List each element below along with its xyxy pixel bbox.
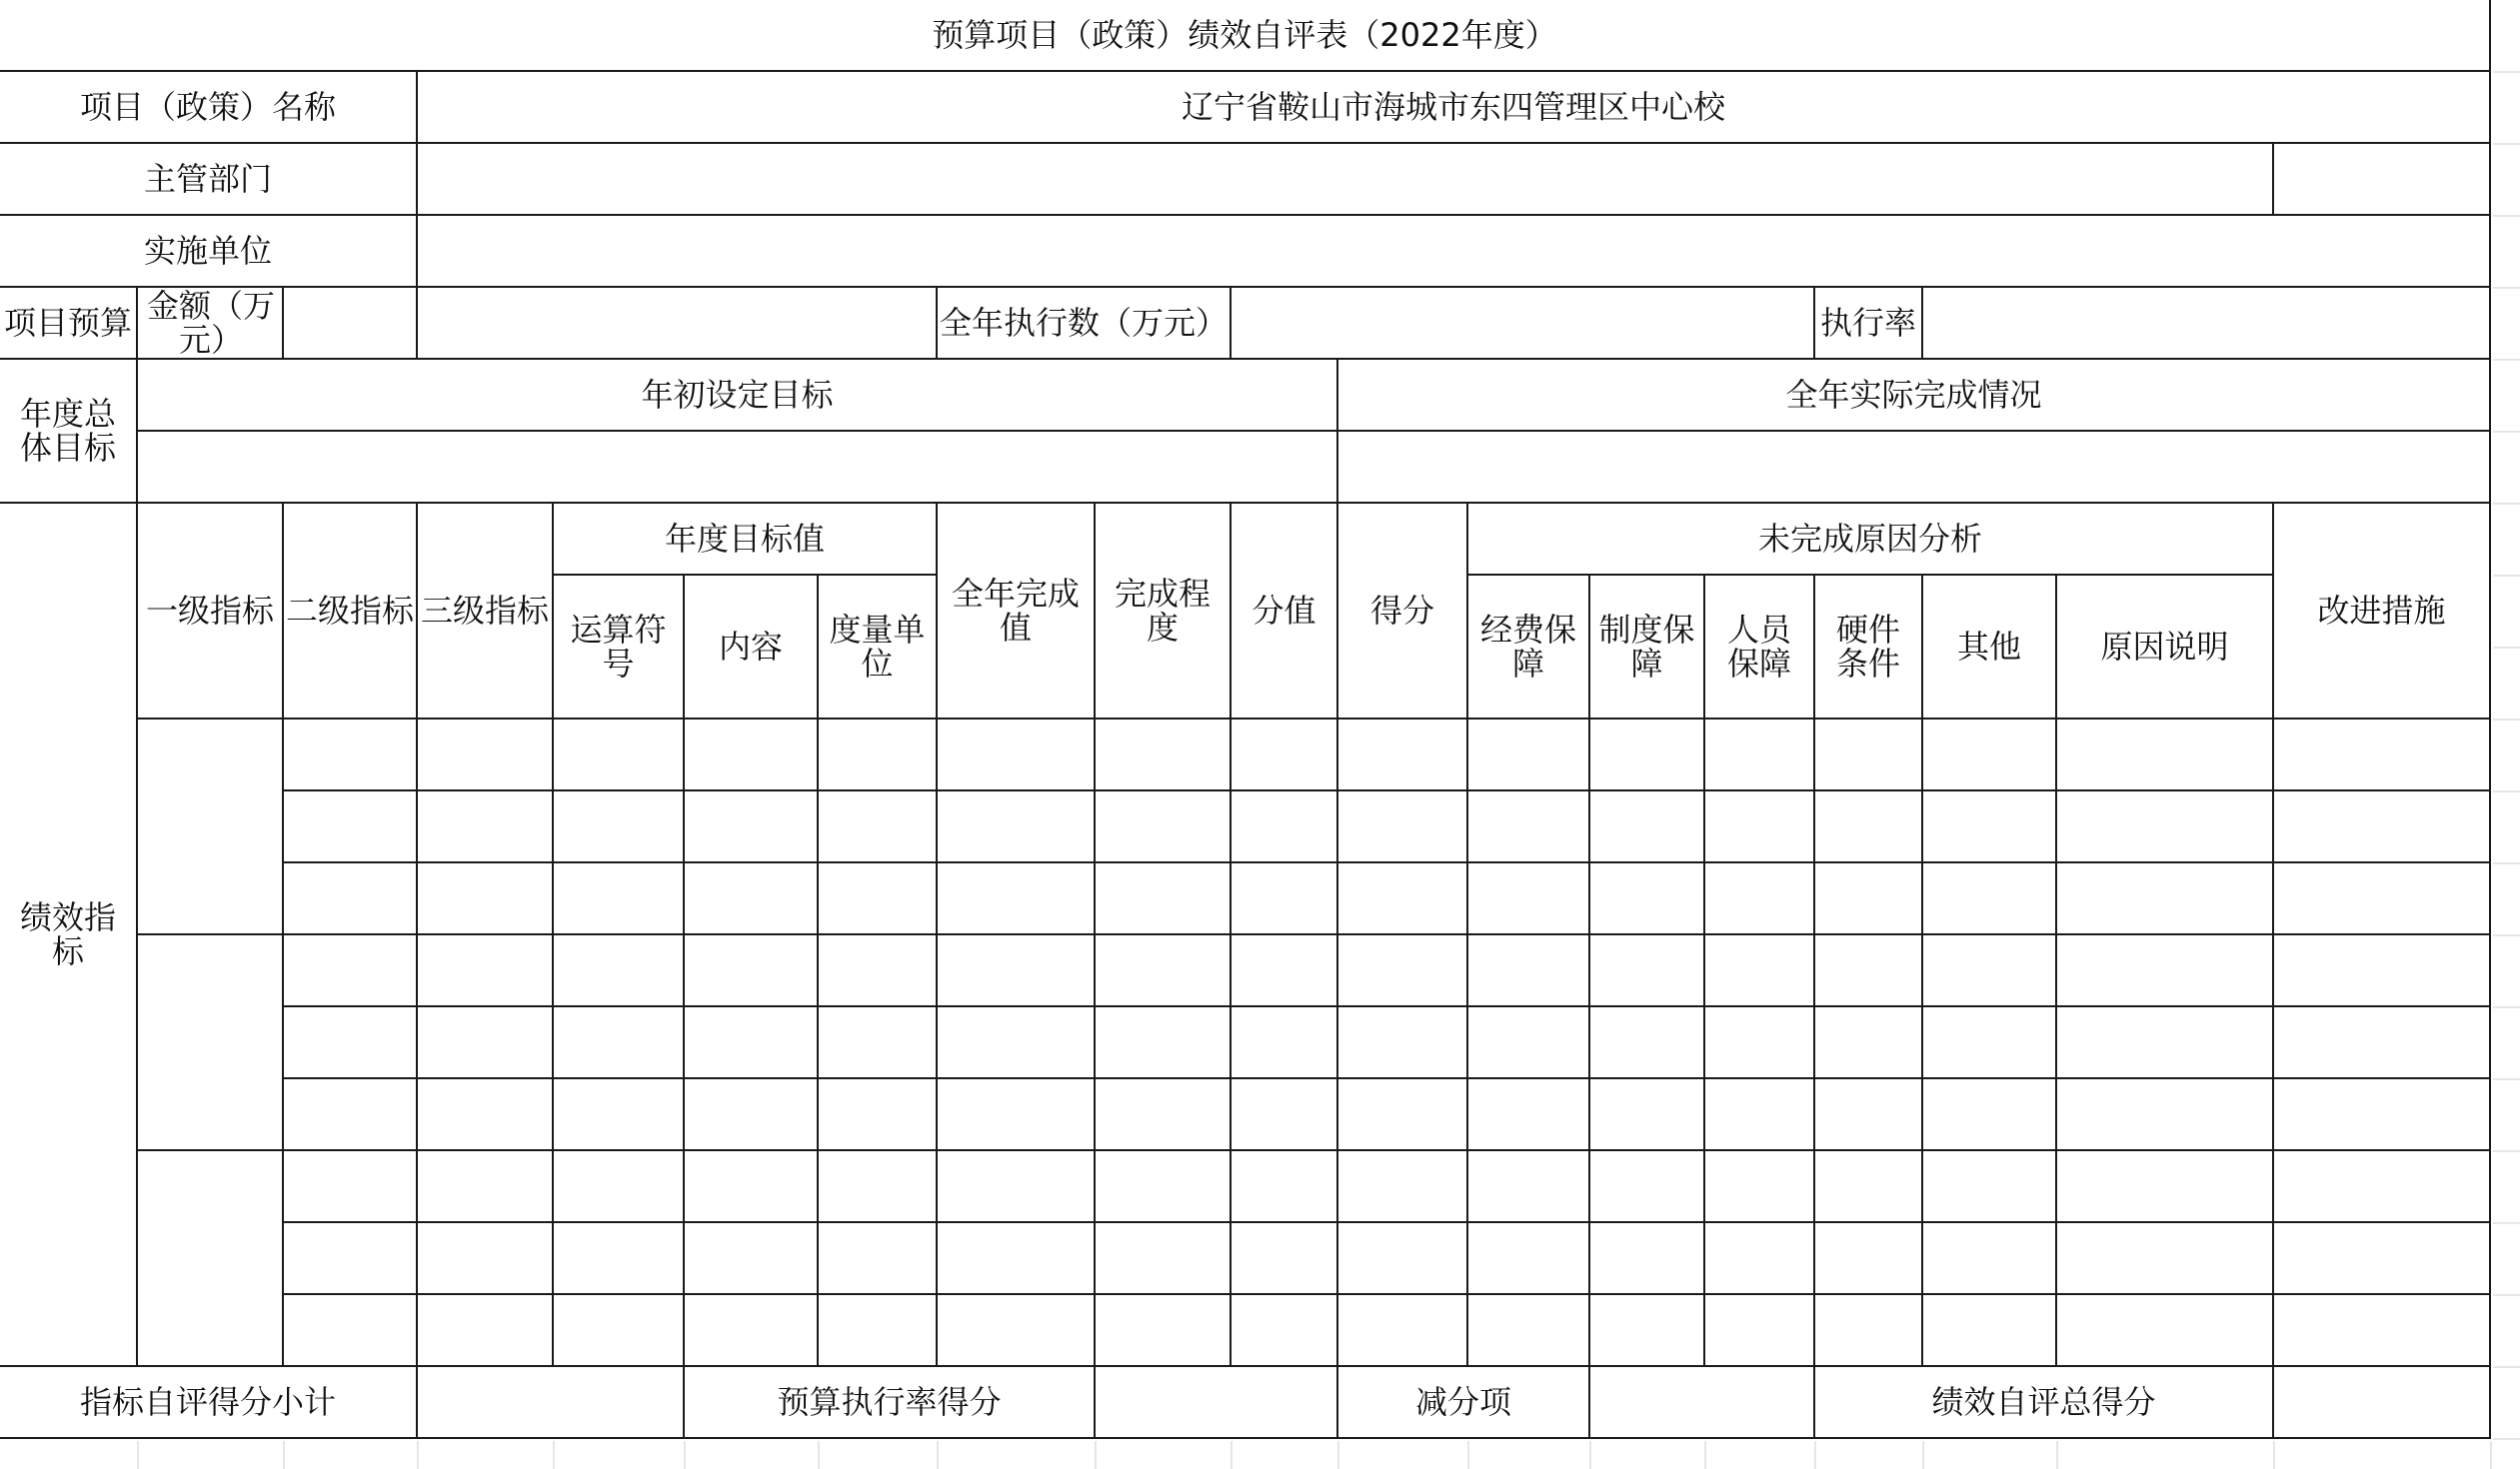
project-name-value[interactable]: 辽宁省鞍山市海城市东四管理区中心校 [418, 72, 2491, 144]
indicator-cell[interactable] [1468, 1223, 1590, 1295]
other-header: 其他 [1923, 576, 2057, 720]
background-gridline [2493, 143, 2520, 145]
indicator-cell[interactable] [1096, 720, 1232, 791]
background-gridline [2273, 1441, 2275, 1469]
indicator-cell[interactable] [685, 1007, 819, 1079]
background-gridline [2493, 790, 2520, 792]
indicator-cell[interactable] [1096, 1295, 1232, 1367]
indicator-cell[interactable] [1338, 1007, 1468, 1079]
indicator-cell[interactable] [1923, 1223, 2057, 1295]
indicator-cell[interactable] [1815, 1151, 1923, 1223]
indicator-cell[interactable] [554, 720, 685, 791]
budget-spill-cell [284, 288, 418, 360]
background-gridline [2493, 719, 2520, 721]
indicator-cell[interactable] [2057, 1007, 2274, 1079]
indicator-cell[interactable] [1338, 1079, 1468, 1151]
level2-header: 二级指标 [284, 504, 418, 720]
indicator-cell[interactable] [554, 935, 685, 1007]
indicator-cell[interactable] [685, 863, 819, 935]
indicator-cell[interactable] [1096, 1151, 1232, 1223]
indicator-cell[interactable] [1923, 863, 2057, 935]
annual-goal-label: 年度总体目标 [0, 360, 138, 504]
indicator-cell[interactable] [819, 791, 938, 863]
indicator-cell[interactable] [1338, 1295, 1468, 1367]
background-gridline [2490, 1441, 2492, 1469]
indicator-cell[interactable] [819, 1295, 938, 1367]
level1-block-1[interactable] [138, 720, 284, 935]
background-gridline [2493, 1222, 2520, 1224]
indicator-cell[interactable] [1338, 720, 1468, 791]
indicator-cell[interactable] [1923, 1295, 2057, 1367]
indicator-cell[interactable] [1232, 1151, 1338, 1223]
footer-total-value[interactable] [2274, 1367, 2491, 1439]
indicator-cell[interactable] [1232, 1223, 1338, 1295]
footer-budget-score-value[interactable] [1096, 1367, 1338, 1439]
indicator-cell[interactable] [938, 863, 1096, 935]
indicator-cell[interactable] [1705, 1079, 1815, 1151]
footer-subtotal-label: 指标自评得分小计 [0, 1367, 418, 1439]
indicator-cell[interactable] [554, 863, 685, 935]
indicator-cell[interactable] [1705, 863, 1815, 935]
indicator-cell[interactable] [2274, 791, 2491, 863]
indicator-cell[interactable] [554, 791, 685, 863]
unit-label: 实施单位 [0, 216, 418, 288]
indicator-cell[interactable] [1232, 863, 1338, 935]
indicator-cell[interactable] [2057, 863, 2274, 935]
sheet-title: 预算项目（政策）绩效自评表（2022年度） [0, 0, 2491, 72]
background-gridline [1704, 1441, 1706, 1469]
indicator-cell[interactable] [1923, 791, 2057, 863]
background-gridline [1337, 1441, 1339, 1469]
indicator-cell[interactable] [1468, 1295, 1590, 1367]
score-header: 得分 [1338, 504, 1468, 720]
background-gridline [553, 1441, 555, 1469]
indicator-cell[interactable] [1590, 1151, 1705, 1223]
background-gridline [2493, 647, 2520, 649]
indicator-cell[interactable] [1232, 1295, 1338, 1367]
unit-value-cell[interactable] [418, 216, 2491, 288]
indicator-cell[interactable] [1705, 1223, 1815, 1295]
indicator-cell[interactable] [284, 863, 418, 935]
actual-value[interactable] [1338, 432, 2491, 504]
indicator-cell[interactable] [2057, 720, 2274, 791]
background-gridline [2493, 862, 2520, 864]
indicator-cell[interactable] [819, 1079, 938, 1151]
indicator-cell[interactable] [1705, 720, 1815, 791]
footer-total-label: 绩效自评总得分 [1815, 1367, 2274, 1439]
indicator-cell[interactable] [938, 1079, 1096, 1151]
background-gridline [2493, 1438, 2520, 1440]
indicator-cell[interactable] [2057, 1151, 2274, 1223]
indicator-cell[interactable] [1705, 1007, 1815, 1079]
indicator-cell[interactable] [1923, 935, 2057, 1007]
indicator-cell[interactable] [1468, 1151, 1590, 1223]
indicator-cell[interactable] [1468, 720, 1590, 791]
indicator-cell[interactable] [1232, 1079, 1338, 1151]
indicator-cell[interactable] [1096, 1007, 1232, 1079]
indicator-cell[interactable] [819, 1151, 938, 1223]
indicator-cell[interactable] [1590, 720, 1705, 791]
indicator-cell[interactable] [2274, 863, 2491, 935]
indicator-cell[interactable] [1338, 1223, 1468, 1295]
background-gridline [2493, 575, 2520, 577]
indicator-cell[interactable] [554, 1223, 685, 1295]
indicator-cell[interactable] [685, 791, 819, 863]
indicator-cell[interactable] [1923, 1007, 2057, 1079]
indicator-cell[interactable] [1590, 1295, 1705, 1367]
indicator-cell[interactable] [2274, 1295, 2491, 1367]
dept-value-cell[interactable] [418, 144, 2274, 216]
score-value-header: 分值 [1232, 504, 1338, 720]
indicator-cell[interactable] [1468, 791, 1590, 863]
background-gridline [2056, 1441, 2058, 1469]
indicator-cell[interactable] [1815, 935, 1923, 1007]
background-gridline [818, 1441, 820, 1469]
level1-block-3[interactable] [138, 1151, 284, 1367]
indicator-cell[interactable] [938, 791, 1096, 863]
indicator-cell[interactable] [1705, 791, 1815, 863]
indicator-cell[interactable] [284, 1007, 418, 1079]
initial-goal-label: 年初设定目标 [138, 360, 1338, 432]
funding-header: 经费保障 [1468, 576, 1590, 720]
background-gridline [2493, 359, 2520, 361]
footer-deduction-label: 减分项 [1338, 1367, 1590, 1439]
indicator-cell[interactable] [819, 1007, 938, 1079]
indicator-cell[interactable] [819, 1223, 938, 1295]
indicator-cell[interactable] [418, 1223, 554, 1295]
background-gridline [1814, 1441, 1816, 1469]
indicator-cell[interactable] [284, 1295, 418, 1367]
indicator-cell[interactable] [1815, 1007, 1923, 1079]
indicator-cell[interactable] [685, 1223, 819, 1295]
indicator-cell[interactable] [418, 1079, 554, 1151]
indicator-cell[interactable] [418, 863, 554, 935]
content-header: 内容 [685, 576, 819, 720]
indicator-cell[interactable] [938, 1007, 1096, 1079]
indicator-cell[interactable] [1468, 1007, 1590, 1079]
footer-subtotal-value[interactable] [418, 1367, 685, 1439]
background-gridline [1095, 1441, 1097, 1469]
indicator-cell[interactable] [1096, 1079, 1232, 1151]
perf-indicator-label: 绩效指标 [0, 504, 138, 1367]
background-gridline [1589, 1441, 1591, 1469]
indicator-cell[interactable] [418, 720, 554, 791]
target-group-header: 年度目标值 [554, 504, 938, 576]
indicator-cell[interactable] [554, 1151, 685, 1223]
system-header: 制度保障 [1590, 576, 1705, 720]
indicator-cell[interactable] [938, 1151, 1096, 1223]
background-gridline [2493, 1078, 2520, 1080]
indicator-cell[interactable] [1590, 1223, 1705, 1295]
annual-done-header: 全年完成值 [938, 504, 1096, 720]
project-name-label: 项目（政策）名称 [0, 72, 418, 144]
indicator-cell[interactable] [284, 1223, 418, 1295]
indicator-cell[interactable] [685, 1151, 819, 1223]
indicator-cell[interactable] [1338, 863, 1468, 935]
indicator-cell[interactable] [1096, 1223, 1232, 1295]
indicator-cell[interactable] [1815, 1223, 1923, 1295]
background-gridline [283, 1441, 285, 1469]
indicator-cell[interactable] [1232, 1007, 1338, 1079]
indicator-cell[interactable] [2274, 1079, 2491, 1151]
indicator-cell[interactable] [1096, 791, 1232, 863]
indicator-cell[interactable] [1232, 791, 1338, 863]
indicator-cell[interactable] [2057, 1223, 2274, 1295]
indicator-cell[interactable] [1096, 863, 1232, 935]
indicator-cell[interactable] [284, 791, 418, 863]
indicator-cell[interactable] [1815, 863, 1923, 935]
reason-group-header: 未完成原因分析 [1468, 504, 2274, 576]
indicator-cell[interactable] [1232, 935, 1338, 1007]
indicator-cell[interactable] [1923, 1079, 2057, 1151]
indicator-cell[interactable] [418, 1007, 554, 1079]
background-gridline [2493, 1006, 2520, 1008]
exec-value-cell[interactable] [1232, 288, 1815, 360]
indicator-cell[interactable] [418, 1295, 554, 1367]
indicator-cell[interactable] [284, 1151, 418, 1223]
indicator-cell[interactable] [1705, 935, 1815, 1007]
background-gridline [2493, 431, 2520, 433]
indicator-cell[interactable] [1468, 863, 1590, 935]
indicator-cell[interactable] [1338, 935, 1468, 1007]
indicator-cell[interactable] [2274, 1151, 2491, 1223]
indicator-cell[interactable] [2274, 720, 2491, 791]
indicator-cell[interactable] [1815, 1295, 1923, 1367]
indicator-cell[interactable] [554, 1007, 685, 1079]
budget-label-a: 项目预算 [0, 288, 138, 360]
background-gridline [937, 1441, 939, 1469]
background-gridline [1922, 1441, 1924, 1469]
background-gridline [2493, 1294, 2520, 1296]
indicator-cell[interactable] [2057, 1079, 2274, 1151]
initial-goal-value[interactable] [138, 432, 1338, 504]
background-gridline [417, 1441, 419, 1469]
indicator-cell[interactable] [2274, 935, 2491, 1007]
actual-label: 全年实际完成情况 [1338, 360, 2491, 432]
indicator-cell[interactable] [1590, 863, 1705, 935]
indicator-cell[interactable] [1232, 720, 1338, 791]
background-gridline [2493, 215, 2520, 217]
indicator-cell[interactable] [819, 720, 938, 791]
indicator-cell[interactable] [284, 1079, 418, 1151]
background-gridline [2493, 1366, 2520, 1368]
indicator-cell[interactable] [819, 935, 938, 1007]
budget-amount-cell[interactable] [418, 288, 938, 360]
rate-value-cell[interactable] [1923, 288, 2491, 360]
indicator-cell[interactable] [685, 935, 819, 1007]
indicator-cell[interactable] [1923, 1151, 2057, 1223]
budget-label-b: 金额（万元） [138, 288, 284, 360]
exec-label: 全年执行数（万元） [938, 288, 1232, 360]
indicator-cell[interactable] [1338, 1151, 1468, 1223]
indicator-cell[interactable] [938, 1223, 1096, 1295]
indicator-cell[interactable] [284, 935, 418, 1007]
indicator-cell[interactable] [2057, 791, 2274, 863]
indicator-cell[interactable] [938, 1295, 1096, 1367]
indicator-cell[interactable] [1590, 1079, 1705, 1151]
background-gridline [1467, 1441, 1469, 1469]
indicator-cell[interactable] [685, 1295, 819, 1367]
indicator-cell[interactable] [418, 791, 554, 863]
background-gridline [2493, 1150, 2520, 1152]
level1-block-2[interactable] [138, 935, 284, 1151]
indicator-cell[interactable] [284, 720, 418, 791]
level3-header: 三级指标 [418, 504, 554, 720]
indicator-cell[interactable] [1468, 935, 1590, 1007]
dept-label: 主管部门 [0, 144, 418, 216]
indicator-cell[interactable] [2274, 1007, 2491, 1079]
indicator-cell[interactable] [1815, 1079, 1923, 1151]
indicator-cell[interactable] [1590, 1007, 1705, 1079]
indicator-cell[interactable] [1705, 1151, 1815, 1223]
indicator-cell[interactable] [554, 1079, 685, 1151]
background-gridline [137, 1441, 139, 1469]
dept-extra-cell[interactable] [2274, 144, 2491, 216]
background-gridline [684, 1441, 686, 1469]
indicator-cell[interactable] [1815, 791, 1923, 863]
indicator-cell[interactable] [1096, 935, 1232, 1007]
indicator-cell[interactable] [1338, 791, 1468, 863]
level1-header: 一级指标 [138, 504, 284, 720]
indicator-cell[interactable] [1923, 720, 2057, 791]
background-gridline [2493, 71, 2520, 73]
indicator-cell[interactable] [1590, 791, 1705, 863]
footer-deduction-value[interactable] [1590, 1367, 1815, 1439]
indicator-cell[interactable] [1590, 935, 1705, 1007]
indicator-cell[interactable] [1705, 1295, 1815, 1367]
completion-header: 完成程度 [1096, 504, 1232, 720]
indicator-cell[interactable] [1815, 720, 1923, 791]
background-gridline [2493, 934, 2520, 936]
hardware-header: 硬件条件 [1815, 576, 1923, 720]
indicator-cell[interactable] [2274, 1223, 2491, 1295]
rate-label: 执行率 [1815, 288, 1923, 360]
background-gridline [1231, 1441, 1233, 1469]
measure-unit-header: 度量单位 [819, 576, 938, 720]
background-gridline [2493, 503, 2520, 505]
indicator-cell[interactable] [418, 1151, 554, 1223]
improve-header: 改进措施 [2274, 504, 2491, 720]
indicator-cell[interactable] [938, 720, 1096, 791]
indicator-cell[interactable] [554, 1295, 685, 1367]
indicator-cell[interactable] [2057, 935, 2274, 1007]
indicator-cell[interactable] [418, 935, 554, 1007]
indicator-cell[interactable] [685, 1079, 819, 1151]
indicator-cell[interactable] [2057, 1295, 2274, 1367]
indicator-cell[interactable] [1468, 1079, 1590, 1151]
reason-desc-header: 原因说明 [2057, 576, 2274, 720]
indicator-cell[interactable] [938, 935, 1096, 1007]
operator-header: 运算符号 [554, 576, 685, 720]
background-gridline [2493, 287, 2520, 289]
indicator-cell[interactable] [819, 863, 938, 935]
staff-header: 人员保障 [1705, 576, 1815, 720]
indicator-cell[interactable] [685, 720, 819, 791]
footer-budget-score-label: 预算执行率得分 [685, 1367, 1096, 1439]
